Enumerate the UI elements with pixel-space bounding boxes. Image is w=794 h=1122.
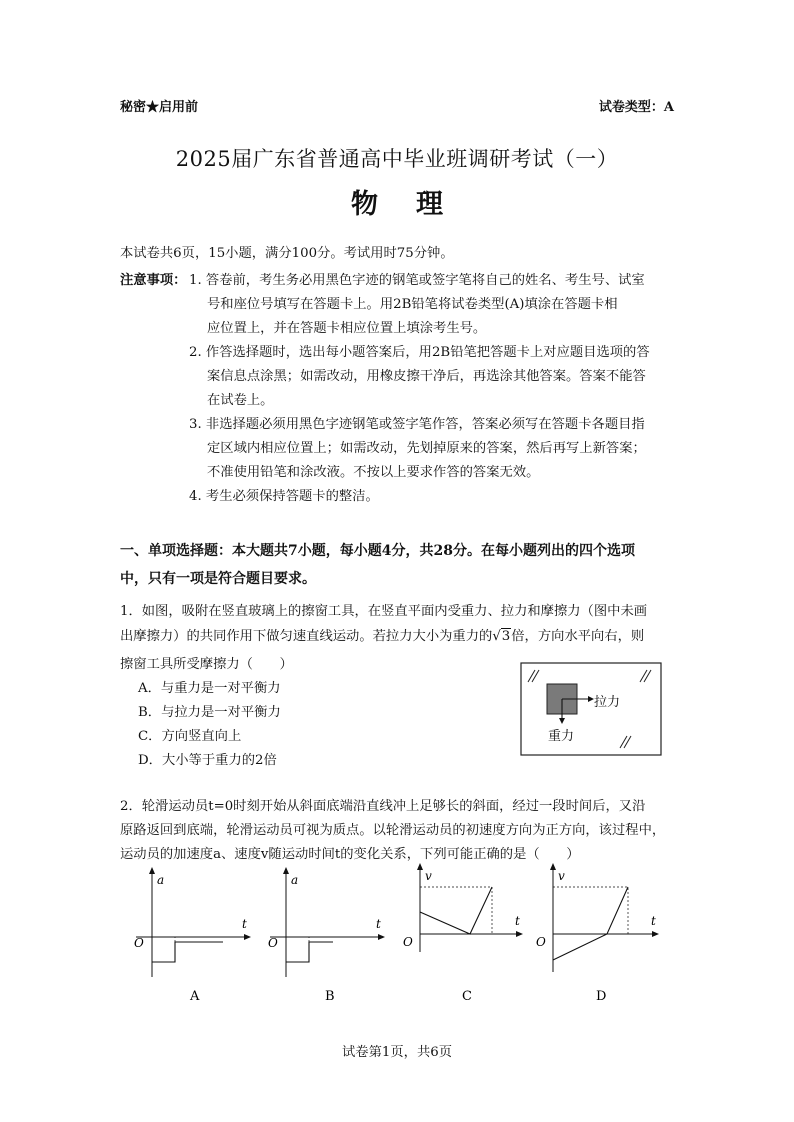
paper-type: 试卷类型：A <box>598 100 674 115</box>
sqrt-radicand: 3 <box>501 629 511 644</box>
graph-b-option-label: B <box>325 989 335 1004</box>
glass-frame <box>521 663 661 755</box>
graph-d-x-label: t <box>651 914 656 928</box>
q1-option-b: B．与拉力是一对平衡力 <box>138 705 281 720</box>
q2-line-1: 2．轮滑运动员t=0时刻开始从斜面底端沿直线冲上足够长的斜面，经过一段时间后，又沿 <box>120 799 646 814</box>
notice-item-1-line-2: 号和座位号填写在答题卡上。用2B铅笔将试卷类型(A)填涂在答题卡相 <box>207 297 618 312</box>
graph-a-origin: O <box>134 936 144 950</box>
notice-item-3-line-2: 定区域内相应位置上；如需改动，先划掉原来的答案，然后再写上新答案； <box>207 441 646 456</box>
graph-b <box>268 870 382 1004</box>
notice-item-1-line-3: 应位置上，并在答题卡相应位置上填涂考生号。 <box>207 321 487 336</box>
graph-d-option-label: D <box>596 989 607 1004</box>
q1-line-2-after: 倍，方向水平向右，则 <box>511 629 645 644</box>
gravity-arrowhead <box>559 718 565 724</box>
graph-d-origin: O <box>536 935 546 949</box>
q1-option-d: D．大小等于重力的2倍 <box>138 753 277 768</box>
q2-line-3: 运动员的加速度a、速度v随运动时间t的变化关系，下列可能正确的是（ ） <box>120 847 580 862</box>
exam-title: 2025届广东省普通高中毕业班调研考试（一） <box>175 147 619 171</box>
graph-b-origin: O <box>268 936 278 950</box>
graph-c-x-label: t <box>515 914 520 928</box>
graph-c-y-label: v <box>425 869 432 883</box>
section1-heading-line-1: 一、单项选择题：本大题共7小题，每小题4分，共28分。在每小题列出的四个选项 <box>120 543 635 559</box>
graph-c <box>403 866 520 1004</box>
notice-item-2-line-2: 案信息点涂黑；如需改动，用橡皮擦干净后，再选涂其他答案。答案不能答 <box>207 369 646 384</box>
graph-d <box>536 866 656 1004</box>
glass-hatch-marks <box>528 670 651 748</box>
q1-window-figure <box>520 662 662 756</box>
q1-option-a: A．与重力是一对平衡力 <box>138 681 281 696</box>
confidential-mark: 秘密★启用前 <box>120 100 199 115</box>
q1-line-2-before: 出摩擦力）的共同作用下做匀速直线运动。若拉力大小为重力的 <box>120 629 493 644</box>
graph-d-curve <box>553 887 628 960</box>
subject-title: 物理 <box>351 189 481 220</box>
q2-line-2: 原路返回到底端，轮滑运动员可视为质点。以轮滑运动员的初速度方向为正方向，该过程中， <box>120 823 666 838</box>
notice-item-3-line-1: 3. 非选择题必须用黑色字迹钢笔或签字笔作答，答案必须写在答题卡各题目指 <box>189 417 645 432</box>
q1-option-c: C．方向竖直向上 <box>138 729 242 744</box>
q1-line-3: 擦窗工具所受摩擦力（ ） <box>120 657 293 672</box>
page-footer: 试卷第1页，共6页 <box>342 1045 452 1060</box>
notice-item-4-line-1: 4. 考生必须保持答题卡的整洁。 <box>189 489 379 504</box>
pull-force-label: 拉力 <box>594 695 621 710</box>
q1-line-2 <box>120 625 644 644</box>
q2-graphs <box>120 862 680 1010</box>
graph-a <box>134 870 248 1004</box>
notice-item-1-line-1: 1. 答卷前，考生务必用黑色字迹的钢笔或签字笔将自己的姓名、考生号、试室 <box>189 273 645 288</box>
section1-heading-line-2: 中，只有一项是符合题目要求。 <box>120 571 316 587</box>
sqrt-expression: √3 <box>492 629 511 644</box>
graph-d-dashed <box>553 887 628 934</box>
graph-b-y-label: a <box>291 873 299 887</box>
notice-item-2-line-3: 在试卷上。 <box>207 393 274 408</box>
graph-b-curve <box>286 942 333 962</box>
graph-c-curve <box>420 887 492 934</box>
graph-a-option-label: A <box>190 989 200 1004</box>
notice-item-2-line-1: 2. 作答选择题时，选出每小题答案后，用2B铅笔把答题卡上对应题目选项的答 <box>189 345 650 360</box>
graph-c-origin: O <box>403 935 413 949</box>
q1-line-1: 1．如图，吸附在竖直玻璃上的擦窗工具，在竖直平面内受重力、拉力和摩擦力（图中未画 <box>120 604 648 619</box>
gravity-force-label: 重力 <box>548 729 575 744</box>
graph-a-curve <box>152 942 223 962</box>
graph-b-x-label: t <box>376 917 381 931</box>
notice-item-3-line-3: 不准使用铅笔和涂改液。不按以上要求作答的答案无效。 <box>207 465 540 480</box>
graph-a-y-label: a <box>157 873 165 887</box>
graph-c-option-label: C <box>462 989 472 1004</box>
graph-d-y-label: v <box>558 869 565 883</box>
graph-a-x-label: t <box>242 917 247 931</box>
notice-label: 注意事项： <box>120 273 187 288</box>
intro-text: 本试卷共6页，15小题，满分100分。考试用时75分钟。 <box>120 246 454 261</box>
